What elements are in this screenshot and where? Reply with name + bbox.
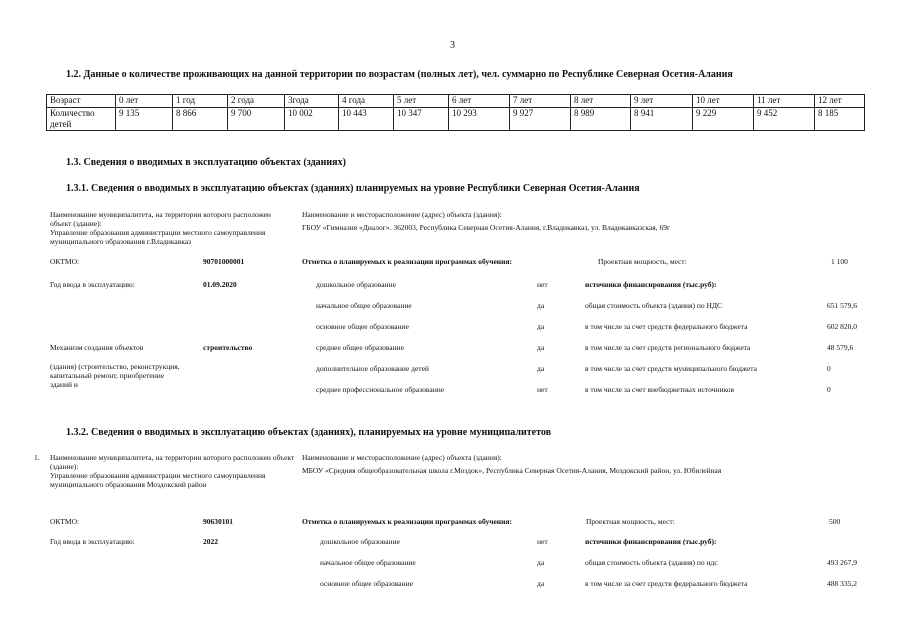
capacity-value-2: 500 bbox=[829, 517, 841, 526]
capacity-value: 1 100 bbox=[831, 257, 848, 266]
funding-value: 493 267,9 bbox=[827, 558, 857, 567]
year-value-2: 2022 bbox=[203, 537, 218, 546]
program-mark: да bbox=[537, 301, 545, 310]
age-cell: 10 лет bbox=[693, 95, 754, 108]
funding-name: общая стоимость объекта (здания) по НДС bbox=[585, 301, 723, 310]
count-cell: 9 135 bbox=[116, 108, 173, 131]
funding-value: 0 bbox=[827, 364, 831, 373]
section-1-3-2-title: 1.3.2. Сведения о вводимых в эксплуатацию объектах (зданиях), планируемых на уровне муниципалитетов bbox=[66, 427, 552, 438]
funding-value: 488 335,2 bbox=[827, 579, 857, 588]
funding-title: источники финансирования (тыс.руб): bbox=[585, 280, 717, 289]
count-cell: 9 927 bbox=[510, 108, 571, 131]
count-cell: 8 989 bbox=[571, 108, 631, 131]
mechanism-label: Механизм создания объектов bbox=[50, 343, 144, 352]
program-name: дошкольное образование bbox=[320, 537, 400, 546]
age-row bbox=[47, 95, 865, 108]
age-cell: 3года bbox=[285, 95, 339, 108]
program-name: дополнительное образование детей bbox=[316, 364, 429, 373]
age-cell: 5 лет bbox=[394, 95, 449, 108]
territory-label-2 bbox=[50, 453, 300, 489]
program-mark: да bbox=[537, 364, 545, 373]
territory-label bbox=[50, 210, 278, 246]
program-name: среднее профессиональное образование bbox=[316, 385, 445, 394]
object-value: ГБОУ «Гимназия «Диалог». 362003, Республика Северная Осетия-Алания, г.Владикавказ, ул. Владикавказская, 69г bbox=[302, 223, 671, 232]
oktmo-label: ОКТМО: bbox=[50, 257, 80, 266]
count-cell: 10 347 bbox=[394, 108, 449, 131]
age-cell: 8 лет bbox=[571, 95, 631, 108]
item-number: 1. bbox=[34, 453, 40, 462]
page-number: 3 bbox=[450, 40, 455, 51]
section-1-2-title: 1.2. Данные о количестве проживающих на данной территории по возрастам (полных лет), чел. суммарно по Республике Северная Осетия-Алания bbox=[66, 69, 733, 80]
territory-value: Управление образования администрации местного самоуправления муниципального образования г.Владикавказ bbox=[50, 228, 266, 246]
funding-value: 48 579,6 bbox=[827, 343, 854, 352]
section-1-3-1-title: 1.3.1. Сведения о вводимых в эксплуатацию объектах (зданиях) планируемых на уровне Республики Северная Осетия-Алания bbox=[66, 183, 640, 194]
funding-name: в том числе за счет средств муниципального бюджета bbox=[585, 364, 757, 373]
oktmo-value: 90701000001 bbox=[203, 257, 245, 266]
count-cell: 9 452 bbox=[754, 108, 815, 131]
object-label: Наименование и месторасположение (адрес) объекта (здания): bbox=[302, 210, 502, 219]
funding-value: 651 579,6 bbox=[827, 301, 857, 310]
count-cell: 8 941 bbox=[631, 108, 693, 131]
program-name: дошкольное образование bbox=[316, 280, 396, 289]
funding-name: в том числе за счет средств регионального бюджета bbox=[585, 343, 751, 352]
age-cell: 9 лет bbox=[631, 95, 693, 108]
program-name: начальное общее образование bbox=[320, 558, 416, 567]
section-1-3-title: 1.3. Сведения о вводимых в эксплуатацию объектах (зданиях) bbox=[66, 157, 346, 168]
count-cell: 9 229 bbox=[693, 108, 754, 131]
age-cell: 1 год bbox=[173, 95, 228, 108]
count-cell: 10 293 bbox=[449, 108, 510, 131]
program-mark: нет bbox=[537, 385, 548, 394]
funding-value: 602 820,0 bbox=[827, 322, 857, 331]
count-row-label: Количество детей bbox=[47, 108, 116, 131]
program-name: начальное общее образование bbox=[316, 301, 412, 310]
count-cell: 8 866 bbox=[173, 108, 228, 131]
funding-name: общая стоимость объекта (здания) по ндс bbox=[585, 558, 718, 567]
capacity-label: Проектная мощность, мест: bbox=[598, 257, 687, 266]
mechanism-value: строительство bbox=[203, 343, 253, 352]
program-name: основное общее образование bbox=[320, 579, 413, 588]
funding-name: в том числе за счет средств федерального бюджета bbox=[585, 579, 748, 588]
count-cell: 8 185 bbox=[815, 108, 865, 131]
age-cell: 4 года bbox=[339, 95, 394, 108]
programs-label-2: Отметка о планируемых к реализации программах обучения: bbox=[302, 517, 513, 526]
program-mark: да bbox=[537, 343, 545, 352]
object-label-2: Наименование и месторасположение (адрес) объекта (здания): bbox=[302, 453, 502, 462]
program-mark: да bbox=[537, 322, 545, 331]
age-cell: 2 года bbox=[228, 95, 285, 108]
funding-value: 0 bbox=[827, 385, 831, 394]
territory-value: Управление образования администрации местного самоуправления муниципального образования Моздокский район bbox=[50, 471, 266, 489]
year-label-2: Год ввода в эксплуатацию: bbox=[50, 537, 135, 546]
age-cell: 11 лет bbox=[754, 95, 815, 108]
object-value-2: МБОУ «Средняя общеобразовательная школа г.Моздок», Республика Северная Осетия-Алания, Моздокский район, ул. Юбилейная bbox=[302, 466, 722, 475]
funding-name: в том числе за счет внебюджетных источников bbox=[585, 385, 735, 394]
territory-label-text: Наименование муниципалитета, на территории которого расположен объект (здание): bbox=[50, 453, 295, 471]
program-mark: да bbox=[537, 558, 545, 567]
age-table bbox=[46, 94, 865, 131]
count-cell: 10 443 bbox=[339, 108, 394, 131]
age-cell: 7 лет bbox=[510, 95, 571, 108]
territory-label-text: Наименование муниципалитета, на территории которого расположен объект (здание): bbox=[50, 210, 271, 228]
program-name: среднее общее образование bbox=[316, 343, 404, 352]
mechanism-note: (здания) (строительство, реконструкция, капитальный ремонт, приобретение зданий и bbox=[50, 362, 180, 389]
funding-title-2: источники финансирования (тыс.руб): bbox=[585, 537, 717, 546]
year-label: Год ввода в эксплуатацию: bbox=[50, 280, 135, 289]
count-row bbox=[47, 108, 865, 131]
program-mark: нет bbox=[537, 280, 548, 289]
age-cell: 0 лет bbox=[116, 95, 173, 108]
age-cell: 6 лет bbox=[449, 95, 510, 108]
capacity-label-2: Проектная мощность, мест: bbox=[586, 517, 675, 526]
count-cell: 9 700 bbox=[228, 108, 285, 131]
oktmo-value-2: 90630101 bbox=[203, 517, 233, 526]
program-mark: нет bbox=[537, 537, 548, 546]
program-mark: да bbox=[537, 579, 545, 588]
year-value: 01.09.2020 bbox=[203, 280, 237, 289]
programs-label: Отметка о планируемых к реализации программах обучения: bbox=[302, 257, 513, 266]
age-row-label: Возраст bbox=[47, 95, 116, 108]
age-cell: 12 лет bbox=[815, 95, 865, 108]
oktmo-label-2: ОКТМО: bbox=[50, 517, 80, 526]
count-cell: 10 002 bbox=[285, 108, 339, 131]
program-name: основное общее образование bbox=[316, 322, 409, 331]
funding-name: в том числе за счет средств федерального бюджета bbox=[585, 322, 748, 331]
